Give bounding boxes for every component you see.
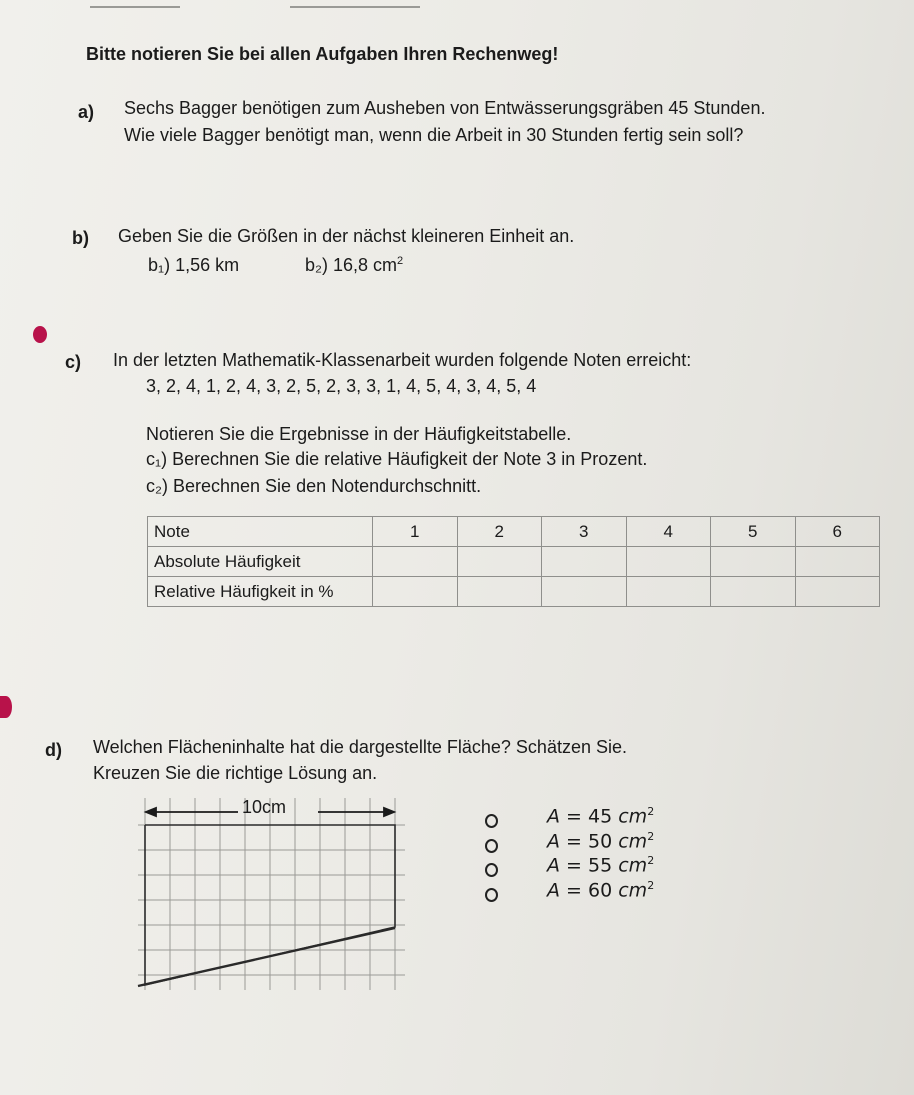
option-50-unit: cm [618,830,648,853]
option-45-lhs: A [547,805,560,828]
table-label-relative: Relative Häufigkeit in % [148,577,373,607]
table-grade-1: 1 [373,517,458,547]
task-c-text: In der letzten Mathematik-Klassenarbeit wurden folgende Noten erreicht: [113,350,692,370]
table-grade-3: 3 [542,517,627,547]
option-55-exp: 2 [647,854,655,867]
task-b2-exponent: 2 [397,255,404,267]
task-a-label: a) [78,102,95,122]
option-radio-60[interactable] [485,888,498,902]
task-d-line1: Welchen Flächeninhalte hat die dargestellte Fläche? Schätzen Sie. [93,737,627,757]
option-60-exp: 2 [647,879,655,892]
option-60-lhs: A [547,879,560,902]
task-b-text: Geben Sie die Größen in der nächst kleineren Einheit an. [118,226,575,246]
task-a-line2: Wie viele Bagger benötigt man, wenn die Arbeit in 30 Stunden fertig sein soll? [124,125,744,145]
option-radio-50[interactable] [485,839,498,853]
option-45: A = 45 $cm^2$ [547,805,655,828]
option-50-value: 50 [588,830,613,853]
option-55-unit: cm [618,854,648,877]
option-50-exp: 2 [647,830,655,843]
area-shape [138,825,395,986]
option-60-unit: cm [618,879,648,902]
option-55: A = 55 $cm^2$ [547,854,655,877]
option-55-value: 55 [588,854,613,877]
task-d-label: d) [45,740,62,760]
table-label-absolute: Absolute Häufigkeit [148,547,373,577]
option-45-exp: 2 [647,805,655,818]
option-50: A = 50 $cm^2$ [547,830,655,853]
task-b2-label: b₂) [305,255,328,275]
option-radio-55[interactable] [485,863,498,877]
task-b1-label: b₁) [148,255,171,275]
grid-lines [138,798,405,990]
option-radio-45[interactable] [485,814,498,828]
table-header-note: Note [148,517,373,547]
table-grade-5: 5 [711,517,796,547]
option-55-lhs: A [547,854,560,877]
table-grade-4: 4 [626,517,711,547]
task-b2-value: 16,8 cm [333,255,398,275]
option-60-value: 60 [588,879,613,902]
task-c-label: c) [65,352,82,372]
table-grade-6: 6 [795,517,880,547]
task-c2: c₂) Berechnen Sie den Notendurchschnitt. [146,476,482,496]
task-b1-value: 1,56 km [175,255,240,275]
task-b-label: b) [72,228,89,248]
table-grade-2: 2 [457,517,542,547]
task-c-grades: 3, 2, 4, 1, 2, 4, 3, 2, 5, 2, 3, 3, 1, 4, 5, 4, 3, 4, 5, 4 [146,376,537,396]
dimension-label: 10cm [242,797,287,817]
task-c1: c₁) Berechnen Sie die relative Häufigkeit der Note 3 in Prozent. [146,449,648,469]
task-c-instruction: Notieren Sie die Ergebnisse in der Häufigkeitstabelle. [146,424,572,444]
option-50-lhs: A [547,830,560,853]
option-45-unit: cm [618,805,648,828]
task-d-line2: Kreuzen Sie die richtige Lösung an. [93,763,378,783]
option-60: A = 60 $cm^2$ [547,879,655,902]
option-45-value: 45 [588,805,613,828]
task-a-line1: Sechs Bagger benötigen zum Ausheben von Entwässerungsgräben 45 Stunden. [124,98,766,118]
page-instruction: Bitte notieren Sie bei allen Aufgaben Ihren Rechenweg! [86,44,559,64]
